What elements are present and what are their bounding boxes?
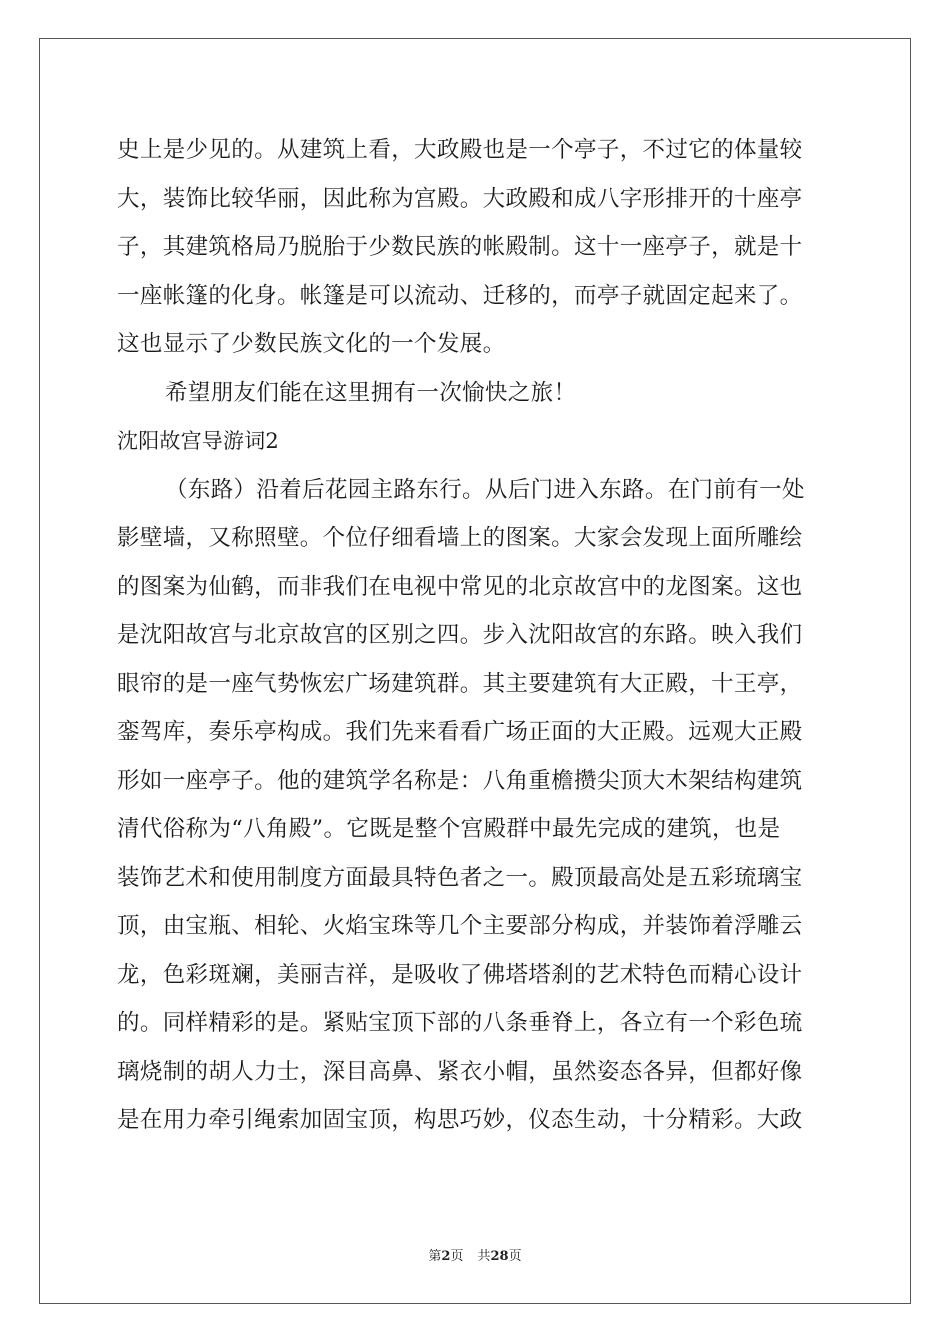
text-line: 是沈阳故宫与北京故宫的区别之四。步入沈阳故宫的东路。映入我们 [117,622,803,648]
text-line: 史上是少见的。从建筑上看，大政殿也是一个亭子，不过它的体量较 [117,137,803,163]
total-prefix: 共 [477,1249,491,1264]
page-footer [0,1248,950,1266]
document-body [117,126,833,1145]
text-line: 的图案为仙鹤，而非我们在电视中常见的北京故宫中的龙图案。这也 [117,573,803,600]
text-line: 龙，色彩斑斓，美丽吉祥，是吸收了佛塔塔刹的艺术特色而精心设计 [117,961,803,988]
text-line: 清代俗称为“八角殿”。它既是整个宫殿群中最先完成的建筑，也是 [117,816,781,842]
text-line: 子，其建筑格局乃脱胎于少数民族的帐殿制。这十一座亭子，就是十 [117,234,803,260]
page-current: 2 [441,1249,451,1264]
page-prefix: 第 [428,1249,442,1264]
text-line: 銮驾库，奏乐亭构成。我们先来看看广场正面的大正殿。远观大正殿 [117,719,803,745]
text-line: 的。同样精彩的是。紧贴宝顶下部的八条垂脊上，各立有一个彩色琉 [117,1010,803,1036]
section-heading: 沈阳故宫导游词2 [117,429,279,453]
closing-paragraph: 希望朋友们能在这里拥有一次愉快之旅！ [165,379,577,406]
text-line: 形如一座亭子。他的建筑学名称是：八角重檐攒尖顶大木架结构建筑 [117,767,803,794]
text-line: 装饰艺术和使用制度方面最具特色者之一。殿顶最高处是五彩琉璃宝 [117,864,803,891]
text-line: 是在用力牵引绳索加固宝顶，构思巧妙，仪态生动，十分精彩。大政 [117,1107,803,1133]
text-line: 顶，由宝瓶、相轮、火焰宝珠等几个主要部分构成，并装饰着浮雕云 [117,913,803,939]
page-total: 28 [490,1249,509,1264]
text-line: 眼帘的是一座气势恢宏广场建筑群。其主要建筑有大正殿，十王亭， [117,670,803,697]
text-line: 影壁墙，又称照壁。个位仔细看墙上的图案。大家会发现上面所雕绘 [117,525,803,551]
page-unit: 页 [450,1249,464,1264]
text-line: 璃烧制的胡人力士，深目高鼻、紧衣小帽，虽然姿态各异，但都好像 [117,1058,803,1085]
total-unit: 页 [508,1249,522,1264]
text-line: 大，装饰比较华丽，因此称为宫殿。大政殿和成八字形排开的十座亭 [117,185,803,212]
text-line: 一座帐篷的化身。帐篷是可以流动、迁移的，而亭子就固定起来了。 [117,282,803,309]
text-line: 这也显示了少数民族文化的一个发展。 [117,331,506,357]
text-line: （东路）沿着后花园主路东行。从后门进入东路。在门前有一处 [165,476,805,503]
